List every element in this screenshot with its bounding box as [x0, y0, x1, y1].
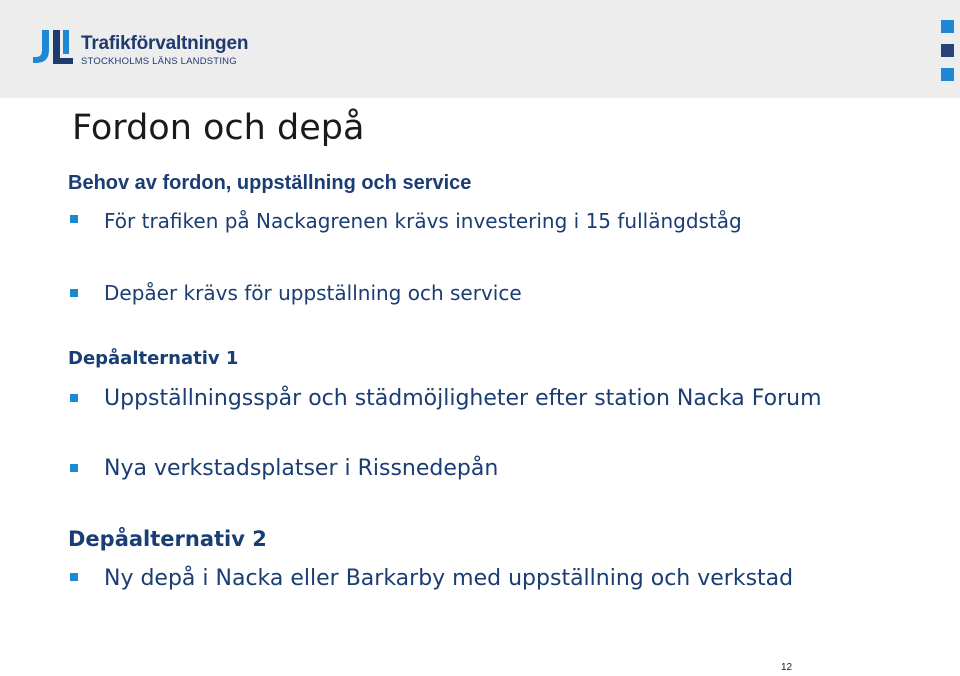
square-bullet-icon [70, 394, 78, 402]
bullet-text: Uppställningsspår och städmöjligheter efter station Nacka Forum [104, 386, 822, 411]
header-band [0, 0, 960, 98]
square-bullet-icon [70, 215, 78, 223]
section-heading-alt1: Depåalternativ 1 [68, 348, 239, 369]
corner-square-3 [941, 68, 954, 81]
bullet-text: Ny depå i Nacka eller Barkarby med uppställning och verkstad [104, 566, 794, 591]
corner-square-2 [941, 44, 954, 57]
section-heading-alt2: Depåalternativ 2 [68, 527, 267, 551]
section-heading-needs: Behov av fordon, uppställning och service [68, 172, 472, 194]
corner-square-1 [941, 20, 954, 33]
sl-logo-icon [33, 30, 73, 66]
page-number: 12 [781, 662, 793, 673]
square-bullet-icon [70, 573, 78, 581]
square-bullet-icon [70, 289, 78, 297]
slide-title: Fordon och depå [72, 108, 365, 148]
bullet-text: För trafiken på Nackagrenen krävs investering i 15 fullängdståg [104, 209, 742, 233]
logo-subtitle: STOCKHOLMS LÄNS LANDSTING [81, 56, 237, 67]
logo-name: Trafikförvaltningen [81, 33, 249, 54]
square-bullet-icon [70, 464, 78, 472]
bullet-text: Depåer krävs för uppställning och service [104, 281, 522, 305]
bullet-text: Nya verkstadsplatser i Rissnedepån [104, 456, 499, 481]
